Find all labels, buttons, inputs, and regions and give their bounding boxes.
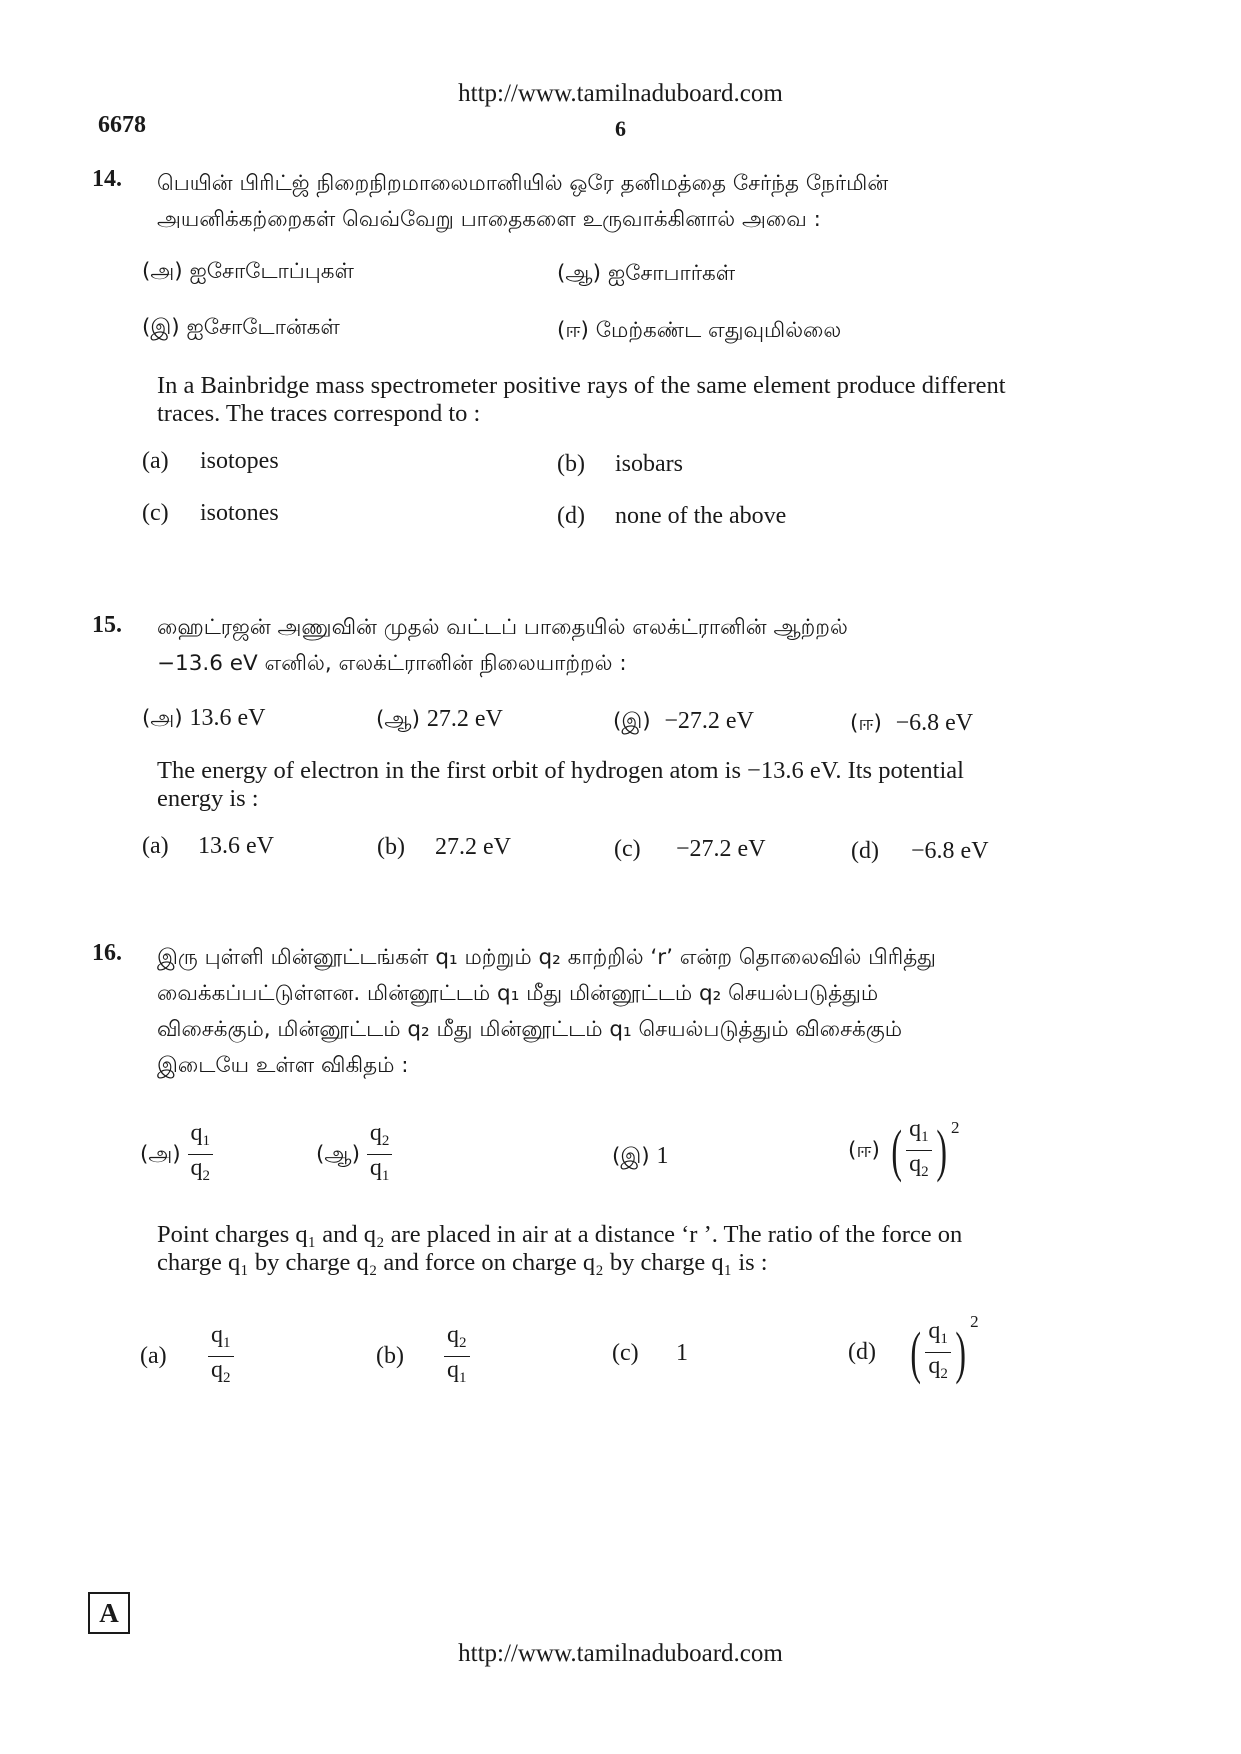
q15-english-option-a[interactable] <box>142 833 274 860</box>
fraction-squared: ( $\frac{q_1}{q_2}$ ) 2 <box>891 1116 960 1183</box>
q15-tamil-option-a[interactable] <box>142 700 266 737</box>
footer-url: http://www.tamilnaduboard.com <box>458 1640 783 1667</box>
fraction-q1-over-q2: $\frac{q_1}{q_2}$ <box>188 1120 214 1189</box>
option-text: 13.6 eV <box>189 705 266 731</box>
option-label: (அ) <box>142 706 183 731</box>
option-text: 1 <box>656 1143 669 1169</box>
q16-tamil-option-d[interactable] <box>848 1116 959 1185</box>
question-number-16: 16. <box>92 940 122 966</box>
option-text: −27.2 eV <box>664 708 754 734</box>
q14-tamil-line2: அயனிக்கற்றைகள் வெவ்வேறு பாதைகளை உருவாக்கினால் அவை : <box>157 207 821 232</box>
page-number: 6 <box>615 116 626 141</box>
q16-english-option-a[interactable] <box>140 1322 234 1391</box>
option-text: isotones <box>200 500 279 526</box>
option-label: (ஆ) <box>376 707 420 732</box>
option-label: (ஈ) <box>848 1137 880 1163</box>
booklet-series-box: A <box>88 1592 130 1634</box>
option-text: 27.2 eV <box>426 706 503 732</box>
q15-tamil-line2: −13.6 eV எனில், எலக்ட்ரானின் நிலையாற்றல் : <box>157 651 627 676</box>
q16-english-option-c[interactable] <box>612 1340 688 1367</box>
fraction-q1-over-q2: $\frac{q_1}{q_2}$ <box>208 1322 234 1391</box>
fraction-q2-over-q1: $\frac{q_2}{q_1}$ <box>367 1120 393 1189</box>
option-label: (c) <box>142 500 169 526</box>
q14-english-option-a[interactable] <box>142 448 279 475</box>
q16-english-option-d[interactable] <box>848 1312 979 1387</box>
q14-english-option-d[interactable] <box>557 503 786 530</box>
option-text: ஐசோடோப்புகள் <box>189 259 354 284</box>
option-text: −6.8 eV <box>895 710 974 736</box>
q15-tamil-line1: ஹைட்ரஜன் அணுவின் முதல் வட்டப் பாதையில் எலக்ட்ரானின் ஆற்றல் <box>157 615 848 640</box>
q16-tamil-option-a[interactable] <box>140 1120 213 1189</box>
option-label: (அ) <box>140 1141 181 1167</box>
option-label: (b) <box>377 834 405 860</box>
q16-english-option-b[interactable] <box>376 1322 470 1391</box>
option-label: (a) <box>140 1343 167 1369</box>
q16-tamil-line3: விசைக்கும், மின்னூட்டம் q₂ மீது மின்னூட்டம் q₁ செயல்படுத்தும் விசைக்கும் <box>157 1017 903 1042</box>
q14-english-stem <box>157 372 1177 428</box>
q15-english-option-b[interactable] <box>377 834 511 861</box>
q16-english-stem <box>157 1221 1177 1277</box>
option-label: (a) <box>142 448 169 474</box>
option-label: (இ) <box>613 709 651 734</box>
q14-english-line1: In a Bainbridge mass spectrometer positive rays of the same element produce different <box>157 372 1006 399</box>
option-label: (d) <box>851 838 879 864</box>
q16-tamil-line2: வைக்கப்பட்டுள்ளன. மின்னூட்டம் q₁ மீது மின்னூட்டம் q₂ செயல்படுத்தும் <box>157 981 879 1006</box>
q15-tamil-stem <box>157 610 1157 682</box>
option-label: (ஆ) <box>557 261 601 286</box>
paper-code: 6678 <box>98 112 146 138</box>
option-label: (c) <box>612 1340 639 1366</box>
option-text: 1 <box>676 1340 688 1366</box>
option-text: none of the above <box>615 503 787 529</box>
option-text: 27.2 eV <box>435 834 511 860</box>
option-label: (b) <box>557 451 585 477</box>
option-text: isobars <box>615 451 683 477</box>
option-label: (இ) <box>142 315 180 340</box>
option-label: (இ) <box>612 1144 650 1169</box>
option-label: (அ) <box>142 259 183 284</box>
q14-tamil-stem <box>157 166 1157 238</box>
option-text: ஐசோடோன்கள் <box>186 315 340 340</box>
fraction-squared: ( $\frac{q_1}{q_2}$ ) 2 <box>910 1312 979 1385</box>
q15-tamil-option-d[interactable] <box>850 705 973 742</box>
option-text: −27.2 eV <box>676 836 766 862</box>
q15-english-option-c[interactable] <box>614 836 766 863</box>
q16-tamil-option-c[interactable] <box>612 1138 669 1175</box>
q15-tamil-option-c[interactable] <box>613 703 754 740</box>
q14-tamil-option-c[interactable] <box>142 310 340 346</box>
option-label: (a) <box>142 833 169 859</box>
q16-english-line2: charge q₁ by charge q₂ and force on charge q₂ by charge q₁ is : <box>157 1249 768 1276</box>
option-label: (c) <box>614 836 641 862</box>
q16-tamil-line4: இடையே உள்ள விகிதம் : <box>157 1053 409 1078</box>
q14-tamil-option-b[interactable] <box>557 256 735 292</box>
q15-english-option-d[interactable] <box>851 838 989 865</box>
question-number-14: 14. <box>92 166 122 192</box>
q14-english-option-c[interactable] <box>142 500 279 527</box>
q14-tamil-option-a[interactable] <box>142 254 354 290</box>
question-number-15: 15. <box>92 612 122 638</box>
q14-english-line2: traces. The traces correspond to : <box>157 400 481 427</box>
q15-english-line2: energy is : <box>157 785 259 812</box>
q14-tamil-line1: பெயின் பிரிட்ஜ் நிறைநிறமாலைமானியில் ஒரே தனிமத்தை சேர்ந்த நேர்மின் <box>157 171 889 196</box>
q16-tamil-stem <box>157 940 1157 1084</box>
option-text: ஐசோபார்கள் <box>607 261 736 286</box>
q15-english-stem <box>157 757 1177 813</box>
option-label: (b) <box>376 1343 404 1369</box>
q14-english-option-b[interactable] <box>557 451 683 478</box>
option-text: 13.6 eV <box>198 833 274 859</box>
q16-tamil-line1: இரு புள்ளி மின்னூட்டங்கள் q₁ மற்றும் q₂ காற்றில் ‘r’ என்ற தொலைவில் பிரித்து <box>157 945 936 970</box>
option-text: மேற்கண்ட எதுவுமில்லை <box>595 318 842 343</box>
q15-tamil-option-b[interactable] <box>376 701 503 738</box>
option-label: (d) <box>848 1339 876 1365</box>
option-label: (d) <box>557 503 585 529</box>
option-label: (ஈ) <box>850 711 882 736</box>
option-text: isotopes <box>200 448 279 474</box>
option-label: (ஆ) <box>316 1141 360 1167</box>
option-label: (ஈ) <box>557 318 589 343</box>
fraction-q2-over-q1: $\frac{q_2}{q_1}$ <box>444 1322 470 1391</box>
header-url: http://www.tamilnaduboard.com <box>458 80 783 107</box>
q16-tamil-option-b[interactable] <box>316 1120 392 1189</box>
q14-tamil-option-d[interactable] <box>557 313 841 349</box>
q15-english-line1: The energy of electron in the first orbit of hydrogen atom is −13.6 eV. Its potential <box>157 757 964 784</box>
option-text: −6.8 eV <box>911 838 989 864</box>
q16-english-line1: Point charges q₁ and q₂ are placed in air at a distance ‘r ’. The ratio of the force on <box>157 1221 963 1248</box>
